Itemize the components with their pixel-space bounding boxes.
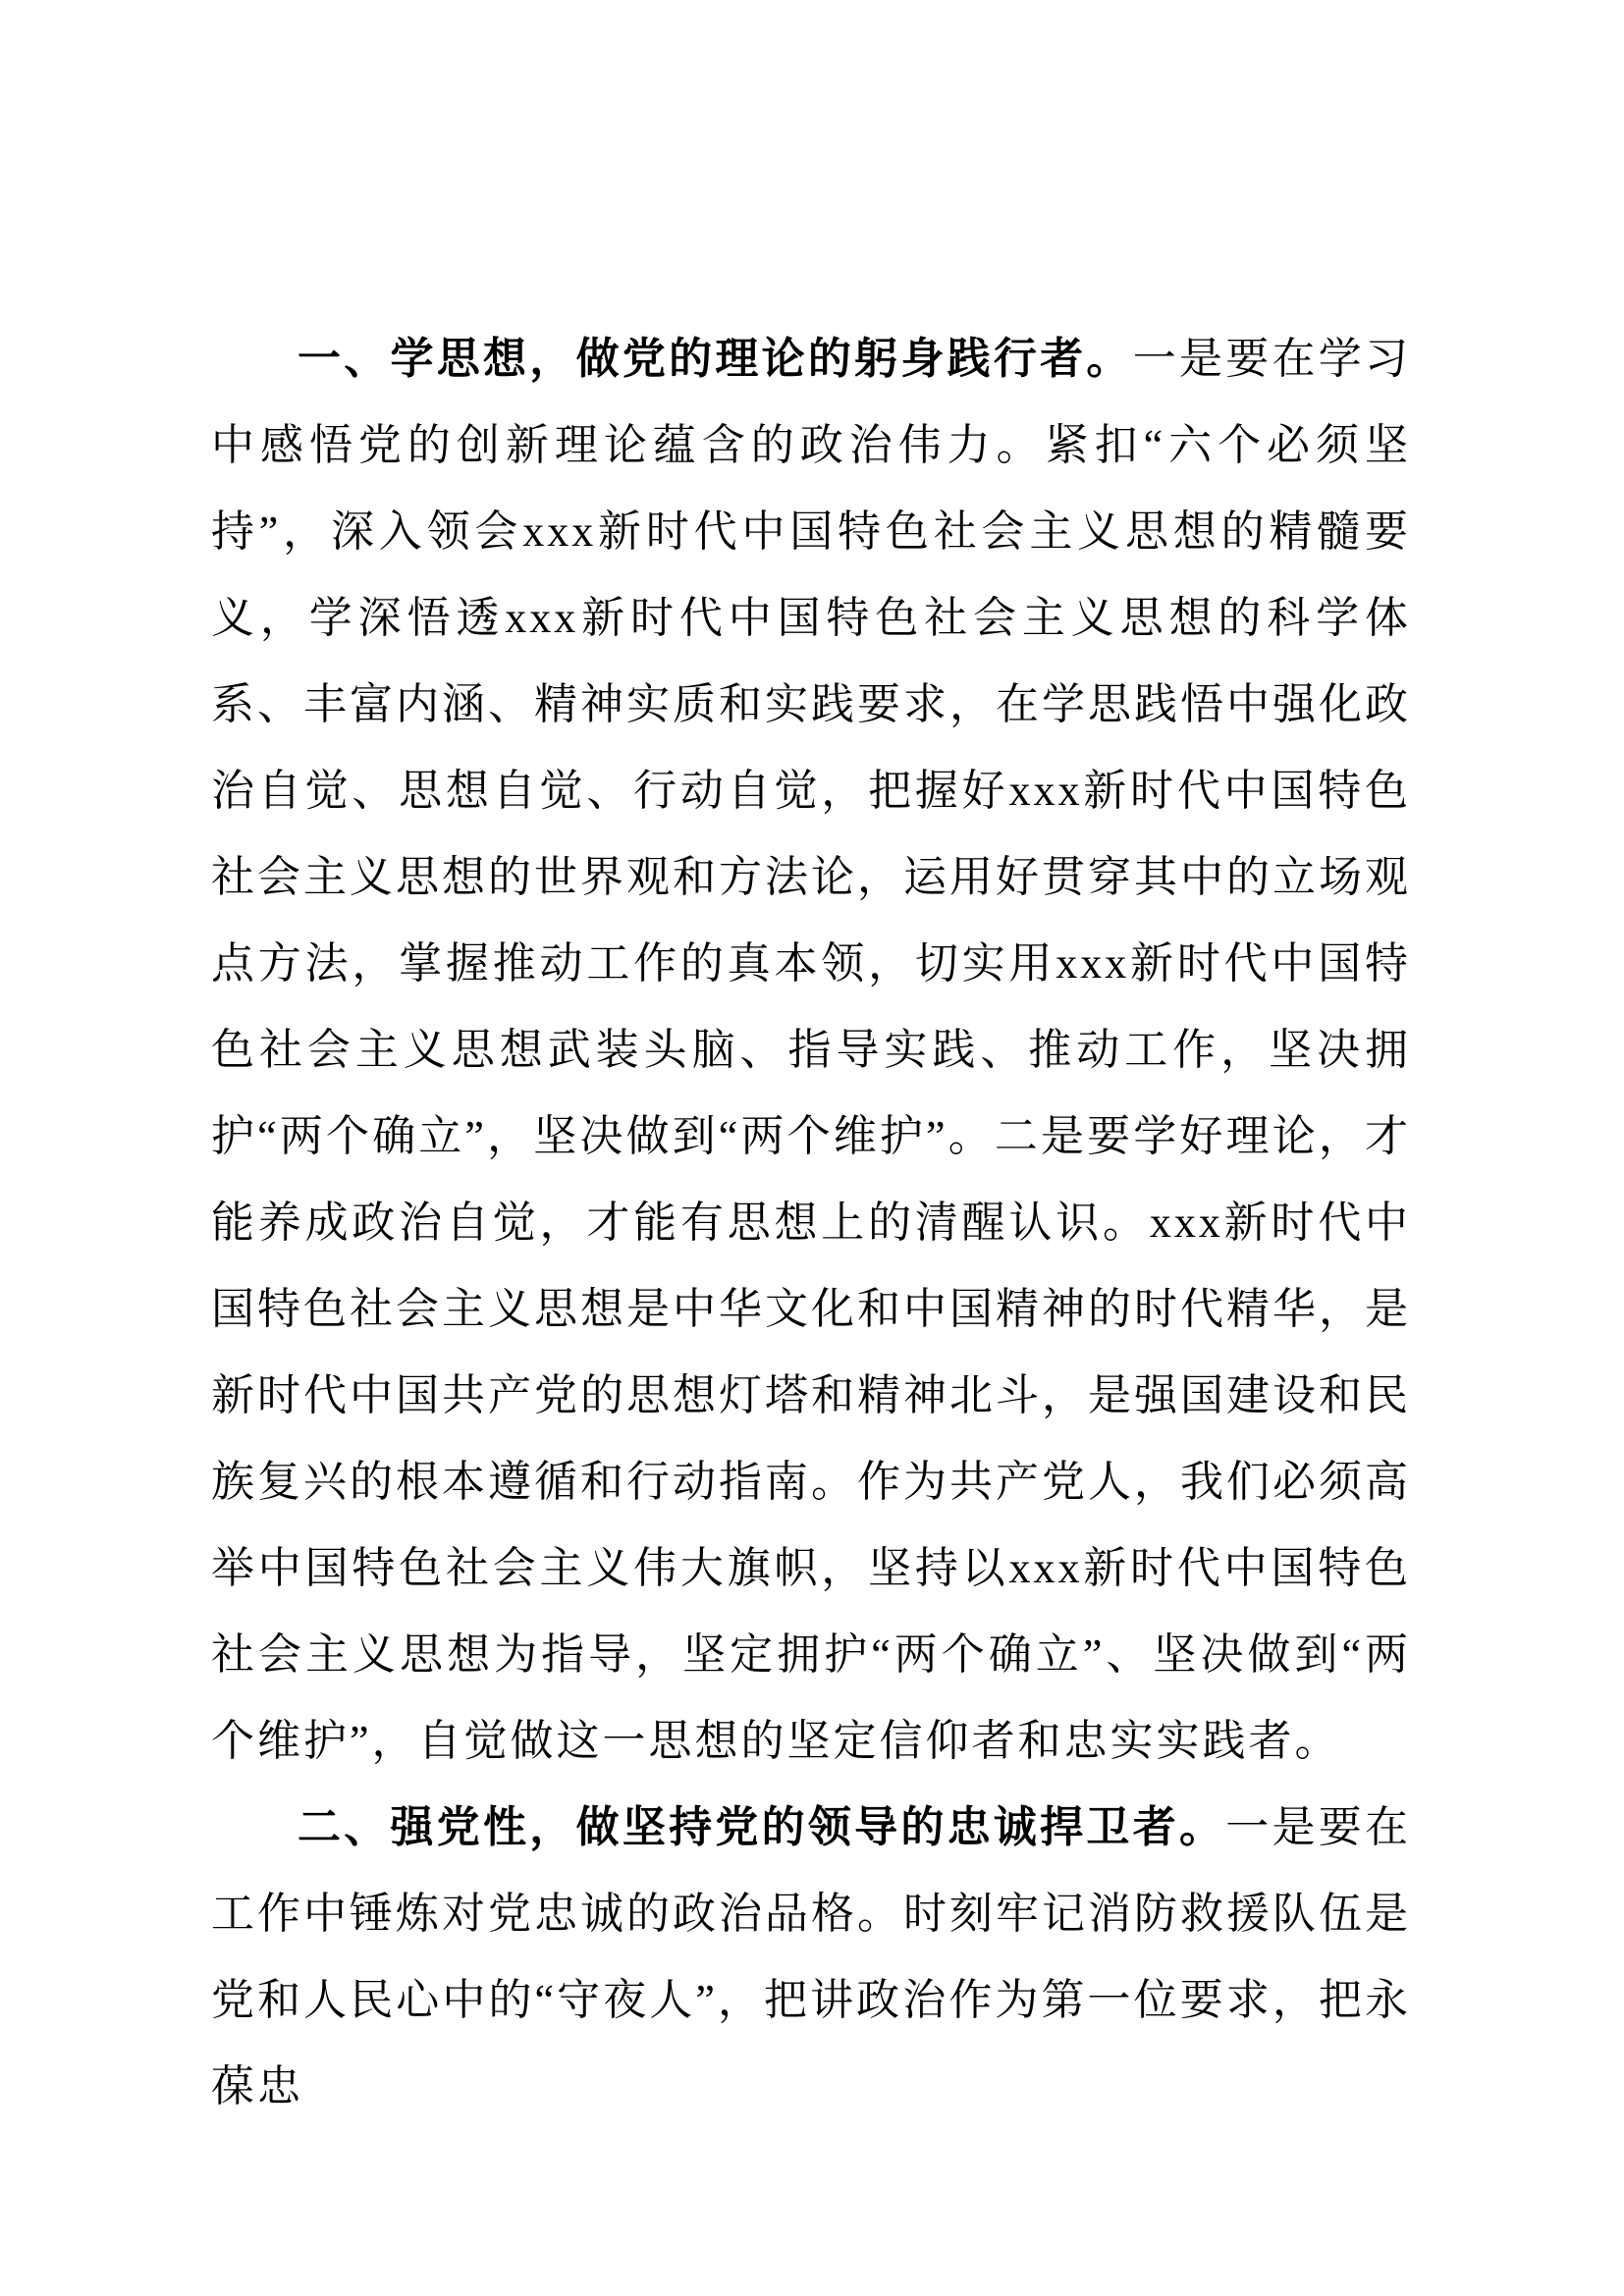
section-2-body-text: 一是要在工作中锤炼对党忠诚的政治品格。时刻牢记消防救援队伍是党和人民心中的“守夜人”，把讲政治作为第一位要求，把永葆忠 xyxy=(211,1803,1412,2110)
section-2-heading-lead: 二、强党性，做坚持党的领导的忠诚捍卫者。 xyxy=(298,1803,1226,1851)
section-1-body-text: 一是要在学习中感悟党的创新理论蕴含的政治伟力。紧扣“六个必须坚持”，深入领会xxx新时代中国特色社会主义思想的精髓要义，学深悟透xxx新时代中国特色社会主义思想的科学体系、丰富内涵、精神实质和实践要求，在学思践悟中强化政治自觉、思想自觉、行动自觉，把握好xxx新时代中国特色社会主义思想的世界观和方法论，运用好贯穿其中的立场观点方法，掌握推动工作的真本领，切实用xxx新时代中国特色社会主义思想武装头脑、指导实践、推动工作，坚决拥护“两个确立”，坚决做到“两个维护”。二是要学好理论，才能养成政治自觉，才能有思想上的清醒认识。xxx新时代中国特色社会主义思想是中华文化和中国精神的时代精华，是新时代中国共产党的思想灯塔和精神北斗，是强国建设和民族复兴的根本遵循和行动指南。作为共产党人，我们必须高举中国特色社会主义伟大旗帜，坚持以xxx新时代中国特色社会主义思想为指导，坚定拥护“两个确立”、坚决做到“两个维护”，自觉做这一思想的坚定信仰者和忠实实践者。 xyxy=(211,335,1412,1765)
section-1-heading-lead: 一、学思想，做党的理论的躬身践行者。 xyxy=(298,335,1133,383)
paragraph-section-1 xyxy=(211,316,1411,1785)
document-content xyxy=(211,316,1411,2130)
paragraph-section-2 xyxy=(211,1785,1411,2130)
